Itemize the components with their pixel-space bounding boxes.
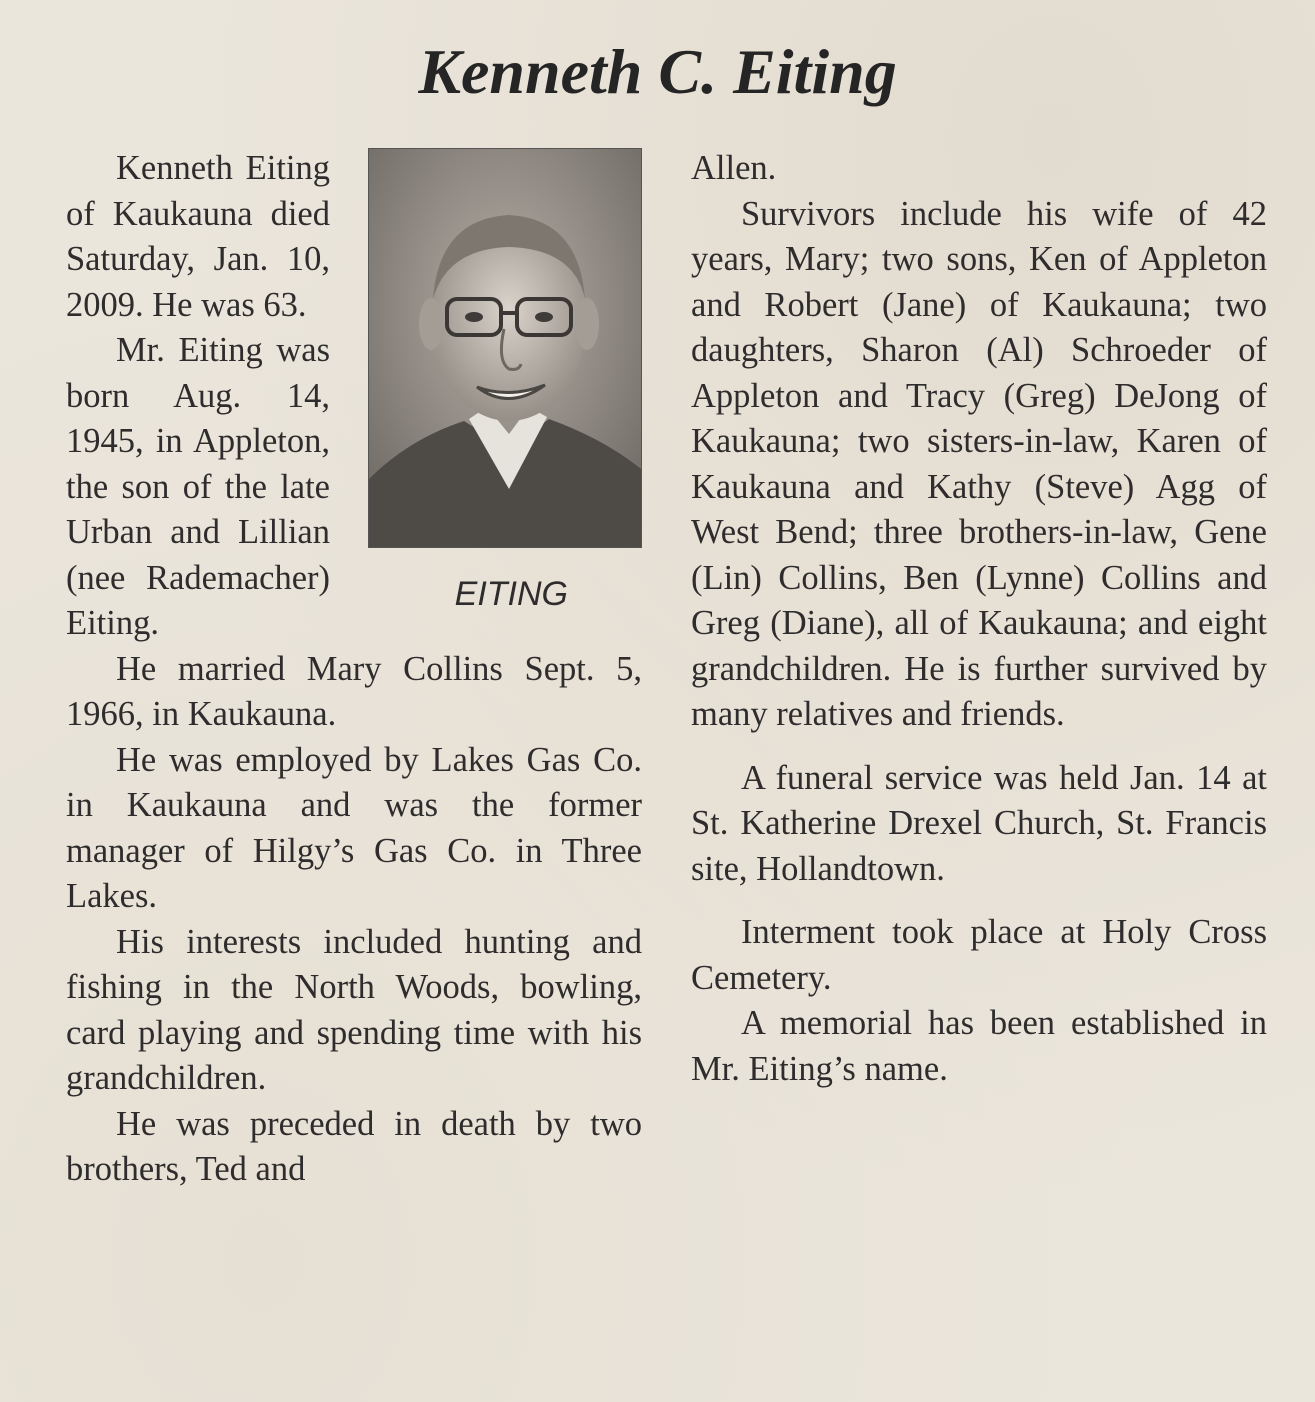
left-column [66,146,642,1193]
paragraph: His interests included hunting and fishing in the North Woods, bowling, card playing and spending time with his grandchildren. [66,922,642,1097]
paragraph: Allen. [691,149,777,187]
paragraph: Mr. Eiting was born Aug. 14, 1945, in Appleton, the son of the late Urban and Lillian (nee Rademacher) Eiting. [66,331,330,642]
paragraph: Survivors include his wife of 42 years, Mary; two sons, Ken of Appleton and Robert (Jane) of Kaukauna; two daughters, Sharon (Al) Schroeder of Appleton and Tracy (Greg) DeJong of Kaukauna; two sisters-in-law, Karen of Kaukauna and Kathy (Steve) Agg of West Bend; three brothers-in-law, Gene (Lin) Collins, Ben (Lynne) Collins and Greg (Diane), all of Kaukauna; and eight grandchildren. He is further survived by many relatives and friends. [691,194,1267,733]
spacer [691,892,1267,910]
paragraph: A memorial has been established in Mr. Eiting’s name. [691,1004,1267,1088]
paragraph: Kenneth Eiting of Kaukauna died Saturday, Jan. 10, 2009. He was 63. [66,149,330,324]
paragraph: He was preceded in death by two brothers, Ted and [66,1104,642,1188]
paragraph: He married Mary Collins Sept. 5, 1966, in Kaukauna. [66,649,642,733]
portrait-photo [368,148,642,548]
portrait-photo-icon [369,149,641,547]
paragraph: Interment took place at Holy Cross Cemetery. [691,913,1267,997]
photo-block [342,146,642,628]
obituary-headline: Kenneth C. Eiting [418,36,897,107]
right-column [691,146,1267,1092]
photo-caption: EITING [454,575,568,613]
spacer [691,738,1267,756]
paragraph: He was employed by Lakes Gas Co. in Kaukauna and was the former manager of Hilgy’s Gas Co. in Three Lakes. [66,740,642,915]
paragraph: A funeral service was held Jan. 14 at St. Katherine Drexel Church, St. Francis site, Hollandtown. [691,758,1267,888]
